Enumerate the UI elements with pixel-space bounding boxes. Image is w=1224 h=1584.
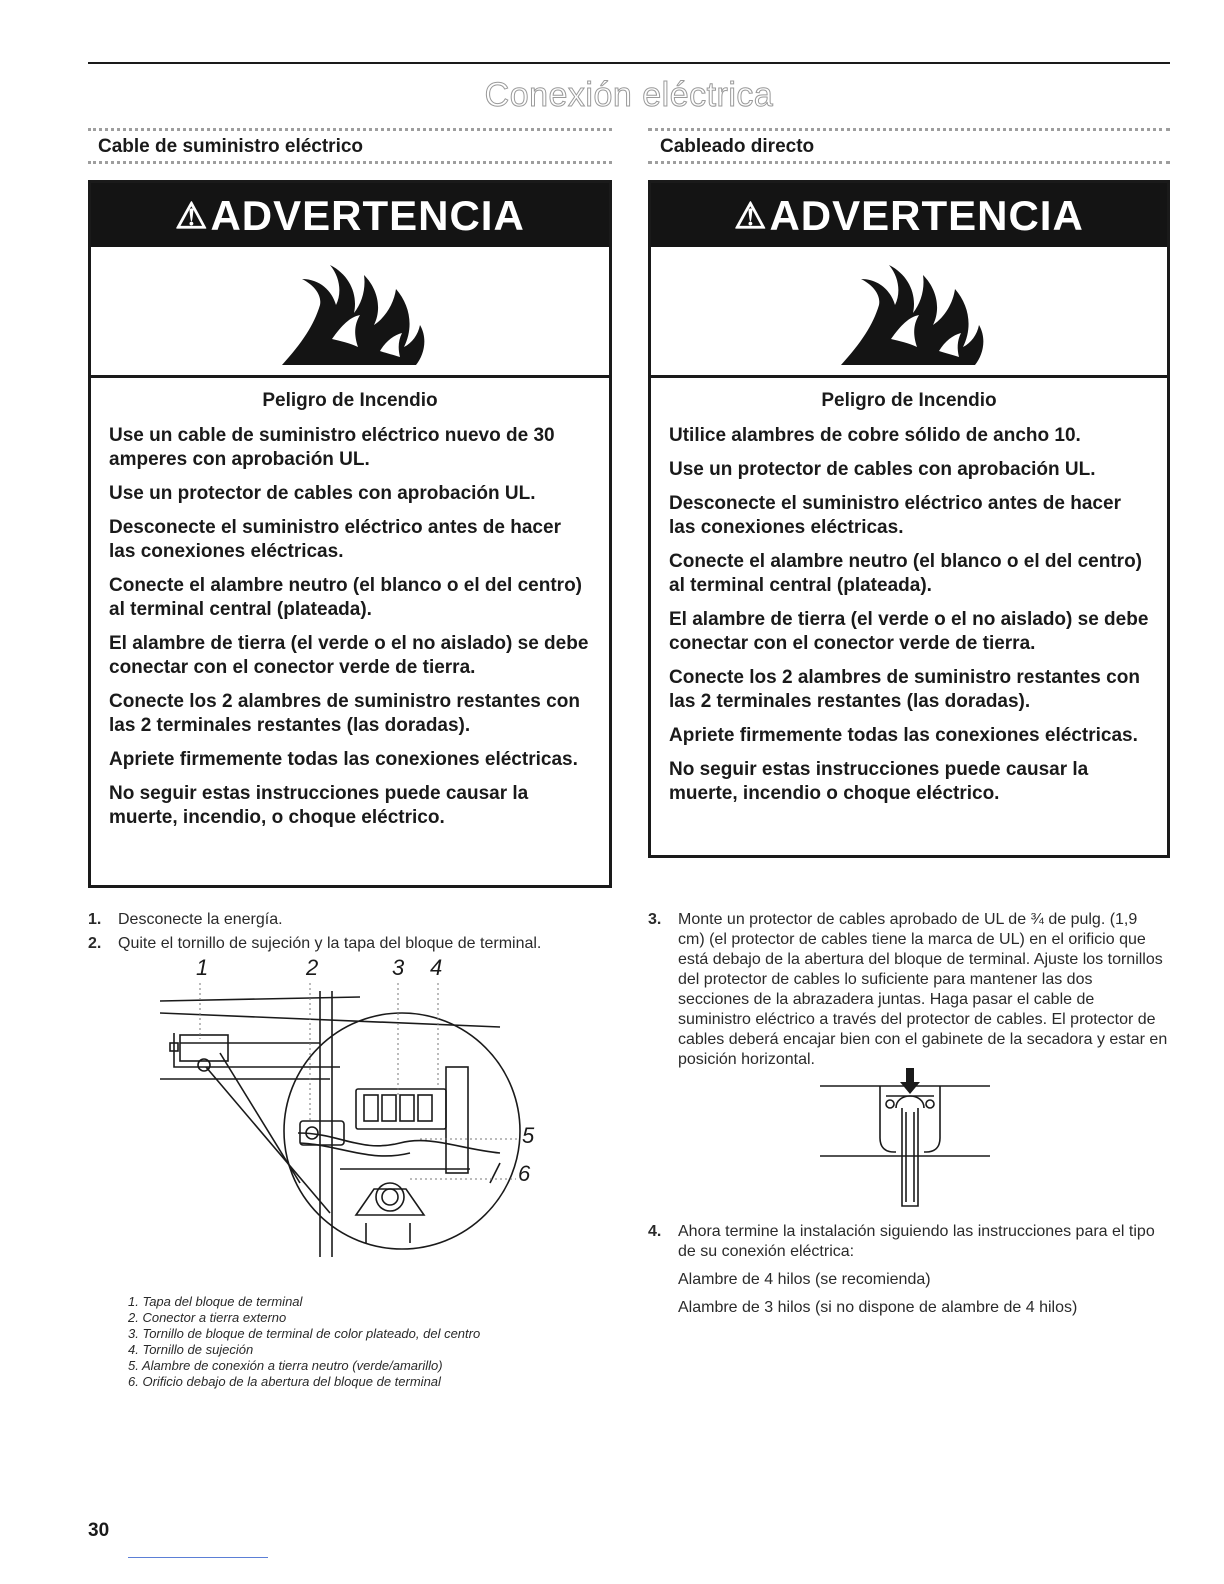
step-number: 1. xyxy=(88,911,102,928)
left-heading-rule-top xyxy=(88,128,612,131)
step-text: Monte un protector de cables aprobado de UL de ¾ de pulg. (1,9 cm) (el protector de cables tiene la marca de UL) en el orificio que está debajo de la abertura del bloque de terminal. Ajuste los tornillos del protector de cables lo suficiente para mantener las dos secciones de la abrazadera juntas. Haga pasar el cable de suministro eléctrico a través del protector de cables. El protector de cables deberá encajar bien con el gabinete de la secadora y estar en posición horizontal. xyxy=(678,911,1168,1068)
terminal-block-figure xyxy=(160,955,560,1265)
callout-3: 3 xyxy=(392,955,405,980)
warning-line: El alambre de tierra (el verde o el no aislado) se debe conectar con el conector verde de tierra. xyxy=(109,633,589,678)
step-text: Desconecte la energía. xyxy=(118,911,283,928)
warning-line: Use un protector de cables con aprobación UL. xyxy=(109,483,536,504)
warning-header xyxy=(651,183,1167,247)
step-text: Ahora termine la instalación siguiendo las instrucciones para el tipo de su conexión eléctrica: xyxy=(678,1223,1155,1260)
step-number: 2. xyxy=(88,935,102,952)
right-step-4 xyxy=(648,1222,1168,1318)
warning-line: Desconecte el suministro eléctrico antes de hacer las conexiones eléctricas. xyxy=(109,517,561,562)
left-heading-rule-bottom xyxy=(88,161,612,164)
warning-body xyxy=(91,378,609,850)
step-text: Quite el tornillo de sujeción y la tapa del bloque de terminal. xyxy=(118,935,542,952)
warning-subtitle: Peligro de Incendio xyxy=(821,390,997,411)
step-item xyxy=(648,910,1168,1070)
left-section-heading: Cable de suministro eléctrico xyxy=(98,136,364,157)
warning-line: Use un cable de suministro eléctrico nuevo de 30 amperes con aprobación UL. xyxy=(109,425,555,470)
wiring-option: Alambre de 3 hilos (si no dispone de alambre de 4 hilos) xyxy=(678,1299,1078,1316)
warning-line: Use un protector de cables con aprobación UL. xyxy=(669,459,1096,480)
fire-icon xyxy=(262,255,438,367)
warning-label: ADVERTENCIA xyxy=(210,192,525,239)
callout-6: 6 xyxy=(518,1161,531,1186)
warning-label: ADVERTENCIA xyxy=(769,192,1084,239)
right-heading-rule-bottom xyxy=(648,161,1170,164)
step-item xyxy=(88,934,608,954)
right-heading-rule-top xyxy=(648,128,1170,131)
warning-triangle-icon: ⚠ xyxy=(175,195,209,236)
warning-line: Apriete firmemente todas las conexiones eléctricas. xyxy=(669,725,1138,746)
callout-5: 5 xyxy=(522,1123,535,1148)
page-number: 30 xyxy=(88,1520,110,1541)
legend-item: 3. Tornillo de bloque de terminal de color plateado, del centro xyxy=(128,1326,481,1341)
warning-line: Conecte el alambre neutro (el blanco o el del centro) al terminal central (plateada). xyxy=(109,575,582,620)
fire-hazard-graphic xyxy=(651,247,1167,378)
right-section-heading: Cableado directo xyxy=(660,136,815,157)
terminal-block-drawing xyxy=(160,983,560,1265)
left-steps xyxy=(88,910,608,958)
legend-item: 4. Tornillo de sujeción xyxy=(128,1342,254,1357)
warning-line: No seguir estas instrucciones puede causar la muerte, incendio o choque eléctrico. xyxy=(669,759,1089,804)
callout-1: 1 xyxy=(196,955,209,980)
step-number: 4. xyxy=(648,1223,662,1240)
callout-2: 2 xyxy=(306,955,319,980)
step-number: 3. xyxy=(648,911,662,928)
page-title: Conexión eléctrica xyxy=(484,76,774,114)
warning-line: Conecte los 2 alambres de suministro restantes con las 2 terminales restantes (las doradas). xyxy=(669,667,1140,712)
left-warning-box xyxy=(88,180,612,888)
warning-line: Conecte los 2 alambres de suministro restantes con las 2 terminales restantes (las doradas). xyxy=(109,691,580,736)
right-warning-box xyxy=(648,180,1170,858)
right-step-3 xyxy=(648,910,1168,1074)
top-rule xyxy=(88,62,1170,64)
fire-icon xyxy=(821,255,997,367)
legend-item: 1. Tapa del bloque de terminal xyxy=(128,1294,303,1309)
footer-line xyxy=(128,1557,268,1558)
warning-line: Conecte el alambre neutro (el blanco o el del centro) al terminal central (plateada). xyxy=(669,551,1142,596)
step-item xyxy=(88,910,608,930)
fire-hazard-graphic xyxy=(91,247,609,378)
strain-relief-drawing xyxy=(820,1068,1000,1210)
warning-line: Apriete firmemente todas las conexiones eléctricas. xyxy=(109,749,578,770)
step-item xyxy=(648,1222,1168,1262)
figure-legend xyxy=(128,1294,608,1390)
wiring-option: Alambre de 4 hilos (se recomienda) xyxy=(678,1271,931,1288)
warning-header xyxy=(91,183,609,247)
callout-4: 4 xyxy=(430,955,443,980)
legend-item: 6. Orificio debajo de la abertura del bloque de terminal xyxy=(128,1374,441,1389)
warning-line: Desconecte el suministro eléctrico antes de hacer las conexiones eléctricas. xyxy=(669,493,1121,538)
warning-line: El alambre de tierra (el verde o el no aislado) se debe conectar con el conector verde de tierra. xyxy=(669,609,1149,654)
warning-triangle-icon: ⚠ xyxy=(734,195,768,236)
warning-line: No seguir estas instrucciones puede causar la muerte, incendio, o choque eléctrico. xyxy=(109,783,529,828)
legend-item: 5. Alambre de conexión a tierra neutro (verde/amarillo) xyxy=(128,1358,443,1373)
warning-line: Utilice alambres de cobre sólido de ancho 10. xyxy=(669,425,1081,446)
warning-subtitle: Peligro de Incendio xyxy=(262,390,438,411)
warning-body xyxy=(651,378,1167,826)
legend-item: 2. Conector a tierra externo xyxy=(128,1310,287,1325)
